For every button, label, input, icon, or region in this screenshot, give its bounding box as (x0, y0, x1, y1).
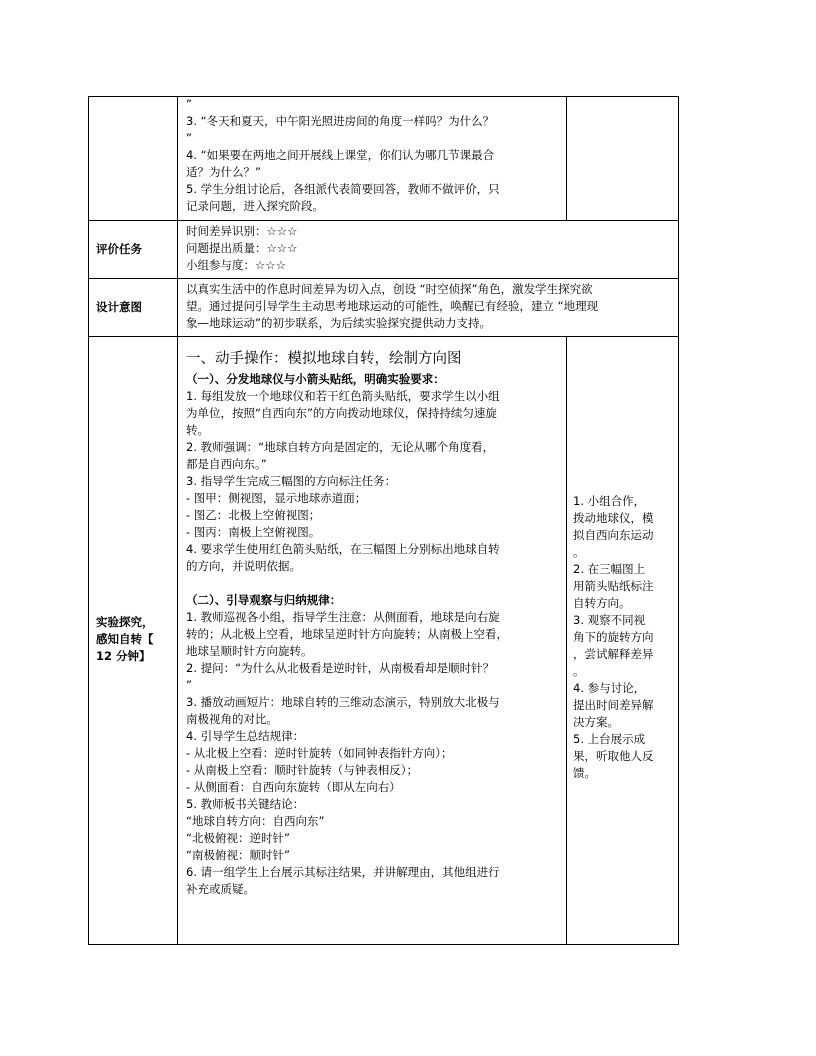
text-line: 3. 播放动画短片：地球自转的三维动态演示，特别放大北极与 (186, 695, 500, 709)
text-line: 转的；从北极上空看，地球呈逆时针方向旋转；从南极上空看， (186, 627, 508, 641)
label-line: 实验探究， (96, 615, 154, 629)
text-line: 4. 引导学生总结规律： (186, 729, 305, 743)
column-divider (177, 96, 178, 945)
design-label: 设计意图 (96, 300, 142, 314)
text-line: 果，听取他人反 (573, 749, 654, 763)
text-line: ” (186, 678, 192, 692)
text-line: 3. 观察不同视 (573, 613, 646, 627)
text-line: ” (186, 131, 192, 145)
text-line: 适？为什么？” (186, 165, 261, 179)
text-line: 2. 提问：“为什么从北极看是逆时针，从南极看却是顺时针？ (186, 661, 495, 675)
text-line: “北极俯视：逆时针” (186, 831, 290, 845)
text-line: 拨动地球仪，模 (573, 511, 654, 525)
text-line: 1. 每组发放一个地球仪和若干红色箭头贴纸，要求学生以小组 (186, 389, 500, 403)
column-divider (566, 336, 567, 945)
text-line: 3. “冬天和夏天，中午阳光照进房间的角度一样吗？为什么？ (186, 114, 495, 128)
text-line: ，尝试解释差异 (573, 647, 654, 661)
text-line: “南极俯视：顺时针” (186, 848, 290, 862)
student-activity (573, 493, 677, 782)
text-line: 地球呈顺时针方向旋转。 (186, 644, 313, 658)
text-line: 角下的旋转方向 (573, 630, 654, 644)
text-line: 望。通过提问引导学生主动思考地球运动的可能性，唤醒已有经验，建立 “地理现 (186, 299, 599, 313)
text-line: - 图乙：北极上空俯视图； (186, 508, 321, 522)
subsection-title: （二）、引导观察与归纳规律： (186, 593, 342, 607)
text-line: 6. 请一组学生上台展示其标注结果，并讲解理由，其他组进行 (186, 865, 500, 879)
text-line: - 从北极上空看：逆时针旋转（如同钟表指针方向）； (186, 746, 453, 760)
text-line: 转。 (186, 423, 209, 437)
eval-item: 小组参与度：☆☆☆ (186, 258, 286, 272)
text-line: - 从南极上空看：顺时针旋转（与钟表相反）； (186, 763, 419, 777)
text-line: 4. “如果要在两地之间开展线上课堂，你们认为哪几节课最合 (186, 148, 495, 162)
text-line: 4. 参与讨论， (573, 681, 646, 695)
eval-item: 时间差异识别：☆☆☆ (186, 224, 298, 238)
table-border-left (88, 96, 89, 945)
text-line: 南极视角的对比。 (186, 712, 278, 726)
text-line: 决方案。 (573, 715, 619, 729)
text-line: 补充或质疑。 (186, 882, 255, 896)
text-line: 2. 在三幅图上 (573, 562, 646, 576)
text-line: 馈。 (573, 766, 596, 780)
text-line: 用箭头贴纸标注 (573, 579, 654, 593)
text-line: “地球自转方向：自西向东” (186, 814, 325, 828)
text-line: 。 (573, 664, 585, 678)
text-line: 都是自西向东。” (186, 457, 267, 471)
text-line: 1. 教师巡视各小组，指导学生注意：从侧面看，地球是向右旋 (186, 610, 500, 624)
text-line: 拟自西向东运动 (573, 528, 654, 542)
eval-item: 问题提出质量：☆☆☆ (186, 241, 298, 255)
experiment-content (186, 349, 562, 898)
text-line: 3. 指导学生完成三幅图的方向标注任务： (186, 474, 397, 488)
text-line: 为单位，按照“自西向东”的方向拨动地球仪，保持持续匀速旋 (186, 406, 497, 420)
text-line: 象—地球运动”的初步联系，为后续实验探究提供动力支持。 (186, 316, 491, 330)
column-divider (566, 96, 567, 220)
text-line: - 图甲：侧视图，显示地球赤道面； (186, 491, 367, 505)
eval-label: 评价任务 (96, 242, 142, 256)
subsection-title: （一）、分发地球仪与小箭头贴纸，明确实验要求： (186, 372, 445, 386)
text-line: 4. 要求学生使用红色箭头贴纸，在三幅图上分别标出地球自转 (186, 542, 500, 556)
text-line: 5. 学生分组讨论后，各组派代表简要回答，教师不做评价，只 (186, 182, 500, 196)
experiment-label (96, 614, 176, 665)
text-line: 的方向，并说明依据。 (186, 559, 301, 573)
text-line: 以真实生活中的作息时间差异为切入点，创设 “时空侦探”角色，激发学生探究欲 (186, 282, 593, 296)
text-line: 5. 上台展示成 (573, 732, 646, 746)
intro-content (186, 96, 561, 220)
spacer (186, 575, 562, 592)
text-line: 提出时间差异解 (573, 698, 654, 712)
label-line: 感知自转【 (96, 632, 154, 646)
text-line: 5. 教师板书关键结论： (186, 797, 305, 811)
text-line: 1. 小组合作， (573, 494, 646, 508)
design-content (186, 281, 676, 332)
label-line: 12 分钟】 (96, 649, 151, 663)
text-line: - 从侧面看：自西向东旋转（即从左向右） (186, 780, 401, 794)
lesson-plan-table (88, 96, 679, 945)
text-line: - 图丙：南极上空俯视图。 (186, 525, 321, 539)
table-border-right (678, 96, 679, 945)
text-line: 自转方向。 (573, 596, 631, 610)
eval-content (186, 223, 666, 274)
section-title: 一、动手操作：模拟地球自转，绘制方向图 (186, 351, 462, 367)
text-line: ” (186, 97, 192, 111)
text-line: 记录问题，进入探究阶段。 (186, 199, 324, 213)
text-line: 2. 教师强调：“地球自转方向是固定的，无论从哪个角度看， (186, 440, 495, 454)
text-line: 。 (573, 545, 585, 559)
